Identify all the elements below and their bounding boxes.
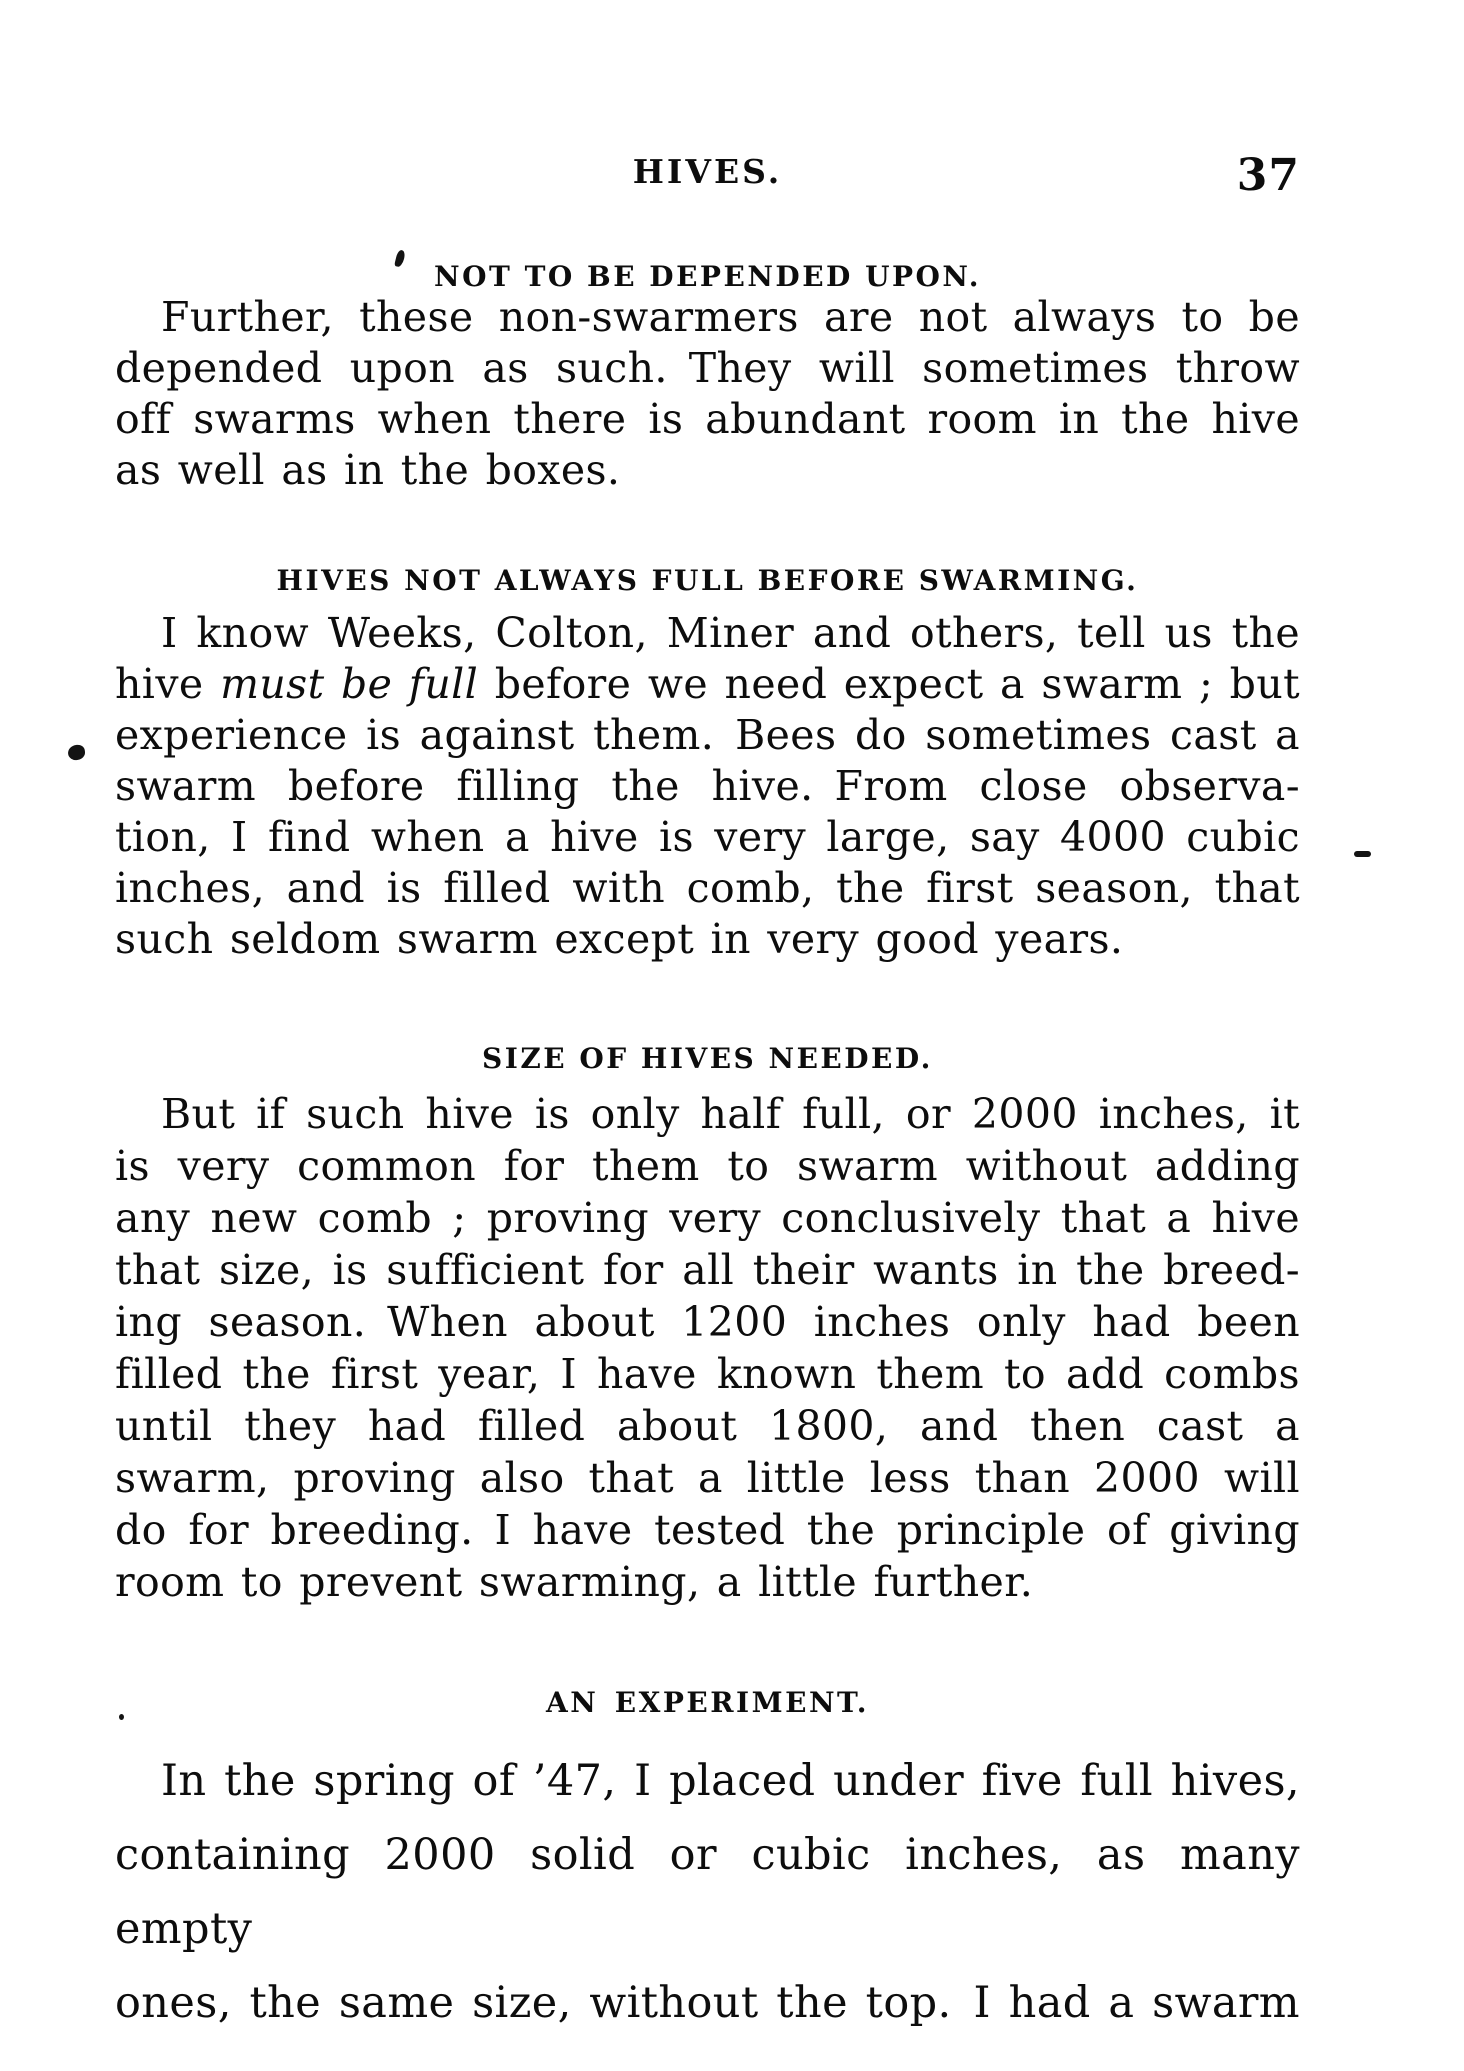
text-line: experience is against them. Bees do sometimes cast a [115, 711, 1300, 759]
paragraph-an-experiment [115, 1744, 1300, 2040]
text-line: depended upon as such. They will sometimes throw [115, 344, 1300, 392]
paragraph-hives-not-full [115, 608, 1300, 965]
text-line: inches, and is filled with comb, the first season, that [115, 864, 1300, 912]
scan-speck [1354, 851, 1371, 857]
text-line: off swarms when there is abundant room in the hive [115, 395, 1300, 443]
text-line: filled the first year, I have known them to add combs [115, 1350, 1300, 1398]
paragraph-non-swarmers [115, 292, 1300, 496]
text-line: ing season. When about 1200 inches only had been [115, 1298, 1300, 1346]
scan-speck [67, 744, 86, 761]
italic-phrase: must be full [220, 660, 479, 708]
text-line: Further, these non-swarmers are not always to be [161, 293, 1300, 341]
text-line: ones, the same size, without the top. I had a swarm [115, 1978, 1300, 2028]
section-heading-an-experiment: AN EXPERIMENT. [545, 1686, 870, 1719]
section-heading-size-of-hives: SIZE OF HIVES NEEDED. [482, 1042, 933, 1075]
text-line-with-italic [115, 659, 1300, 710]
text-line: such seldom swarm except in very good years. [115, 915, 1124, 963]
section-heading-hives-not-always-full: HIVES NOT ALWAYS FULL BEFORE SWARMING. [276, 564, 1139, 597]
text-segment: hive [115, 660, 221, 708]
text-line: I know Weeks, Colton, Miner and others, tell us the [161, 609, 1300, 657]
text-line: that size, is sufficient for all their wants in the breed- [115, 1246, 1300, 1294]
text-line: In the spring of ’47, I placed under five full hives, [161, 1756, 1300, 1806]
text-line: until they had filled about 1800, and then cast a [115, 1402, 1300, 1450]
text-line: room to prevent swarming, a little further. [115, 1558, 1034, 1606]
text-line: as well as in the boxes. [115, 446, 621, 494]
text-segment: before we need expect a swarm ; but [478, 660, 1300, 708]
paragraph-size-of-hives [115, 1088, 1300, 1608]
scan-speck [119, 1714, 124, 1720]
text-line: swarm, proving also that a little less than 2000 will [115, 1454, 1300, 1502]
text-line: any new comb ; proving very conclusively that a hive [115, 1194, 1300, 1242]
text-line: is very common for them to swarm without adding [115, 1142, 1300, 1190]
running-title: HIVES. [632, 152, 783, 191]
text-line: swarm before filling the hive. From close observa- [115, 762, 1300, 810]
text-line: tion, I find when a hive is very large, say 4000 cubic [115, 813, 1300, 861]
text-line: containing 2000 solid or cubic inches, as many empty [115, 1830, 1300, 1954]
text-line: But if such hive is only half full, or 2000 inches, it [161, 1090, 1300, 1138]
running-head [115, 150, 1300, 200]
text-line: do for breeding. I have tested the principle of giving [115, 1506, 1300, 1554]
section-heading-not-to-be-depended-upon: NOT TO BE DEPENDED UPON. [434, 260, 981, 293]
page-number: 37 [1236, 150, 1300, 201]
